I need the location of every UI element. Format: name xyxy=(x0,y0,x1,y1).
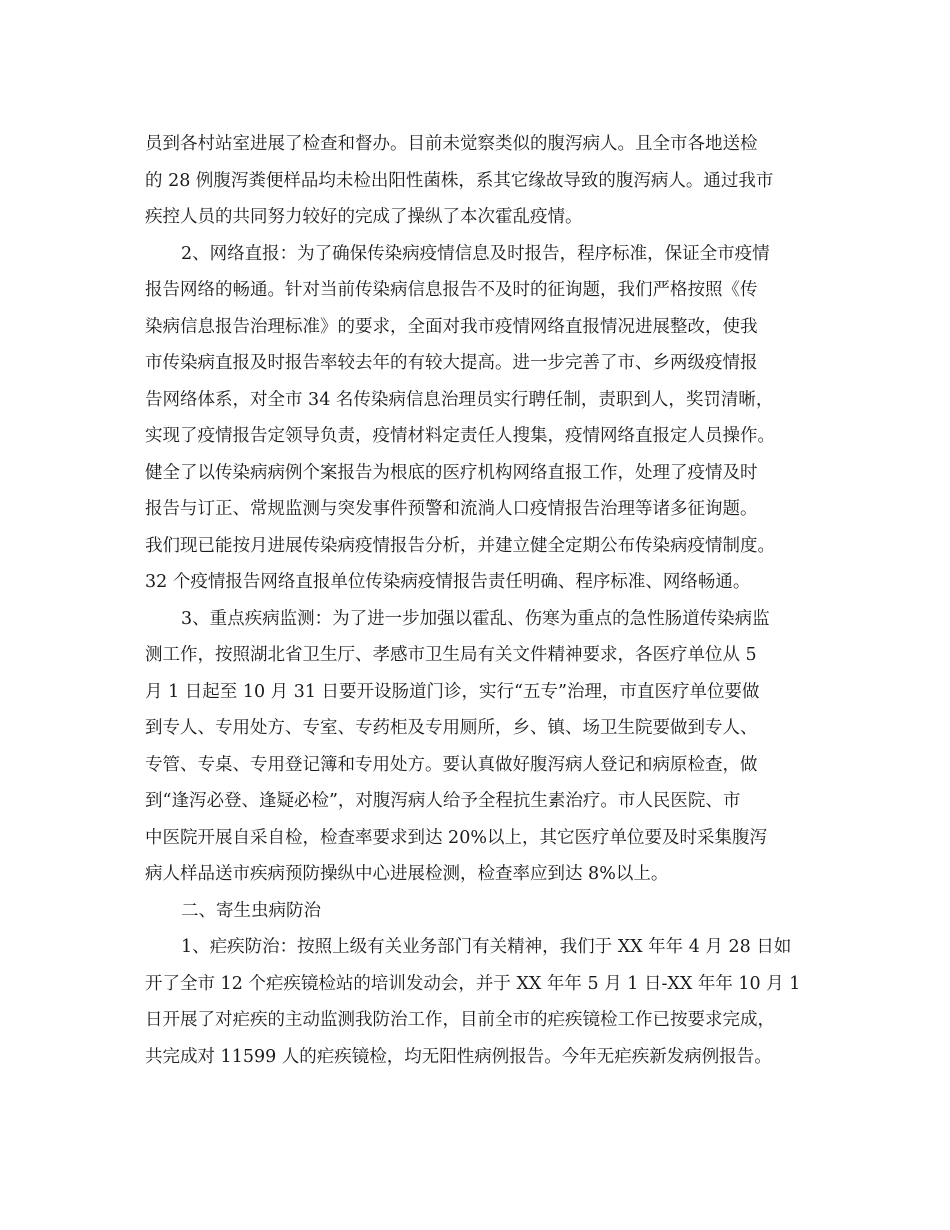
text-line: 32 个疫情报告网络直报单位传染病疫情报告责任明确、程序标准、网络畅通。 xyxy=(145,572,751,592)
text-line: 的 28 例腹泻粪便样品均未检出阳性菌株，系其它缘故导致的腹泻病人。通过我市 xyxy=(145,170,774,191)
text-line: 报告网络的畅通。针对当前传染病信息报告不及时的征询题，我们严格按照《传 xyxy=(145,280,758,300)
text-line: 染病信息报告治理标准》的要求，全面对我市疫情网络直报情况进展整改，使我 xyxy=(145,316,758,337)
text-line: 到专人、专用处方、专室、专药柜及专用厕所，乡、镇、场卫生院要做到专人、 xyxy=(145,718,758,738)
text-line: 日开展了对疟疾的主动监测我防治工作，目前全市的疟疾镜检工作已按要求完成， xyxy=(145,1010,775,1030)
text-line: 市传染病直报及时报告率较去年的有较大提高。进一步完善了市、乡两级疫情报 xyxy=(145,353,758,373)
text-line: 测工作，按照湖北省卫生厅、孝感市卫生局有关文件精神要求，各医疗单位从 5 xyxy=(145,645,757,665)
text-line: 疾控人员的共同努力较好的完成了操纵了本次霍乱疫情。 xyxy=(145,207,583,227)
text-line: 1、疟疾防治：按照上级有关业务部门有关精神，我们于 XX 年年 4 月 28 日如 xyxy=(181,937,792,957)
text-line: 月 1 日起至 10 月 31 日要开设肠道门诊，实行“五专”治理，市直医疗单位要做 xyxy=(145,681,760,702)
text-line: 告网络体系，对全市 34 名传染病信息治理员实行聘任制，责职到人，奖罚清晰， xyxy=(145,389,774,410)
text-line: 到“逢泻必登、逢疑必检”，对腹泻病人给予全程抗生素治疗。市人民医院、市 xyxy=(145,791,741,811)
text-line: 病人样品送市疾病预防操纵中心进展检测，检查率应到达 8%以上。 xyxy=(145,864,669,884)
text-line: 开了全市 12 个疟疾镜检站的培训发动会，并于 XX 年年 5 月 1 日-XX 年年 10 月 1 xyxy=(145,973,801,994)
text-line: 3、重点疾病监测：为了进一步加强以霍乱、伤寒为重点的急性肠道传染病监 xyxy=(181,608,770,629)
text-line: 健全了以传染病病例个案报告为根底的医疗机构网络直报工作，处理了疫情及时 xyxy=(145,462,758,483)
text-line: 中医院开展自采自检，检查率要求到达 20%以上，其它医疗单位要及时采集腹泻 xyxy=(145,827,767,848)
document-body xyxy=(145,126,810,1075)
text-line: 报告与订正、常规监测与突发事件预警和流淌人口疫情报告治理等诸多征询题。 xyxy=(145,499,758,519)
text-line: 专管、专桌、专用登记簿和专用处方。要认真做好腹泻病人登记和病原检查，做 xyxy=(145,754,758,775)
text-line: 共完成对 11599 人的疟疾镜检，均无阳性病例报告。今年无疟疾新发病例报告。 xyxy=(145,1046,772,1067)
text-line: 2、网络直报：为了确保传染病疫情信息及时报告，程序标准，保证全市疫情 xyxy=(181,243,770,264)
text-line: 二、寄生虫病防治 xyxy=(181,900,321,921)
text-line: 我们现已能按月进展传染病疫情报告分析，并建立健全定期公布传染病疫情制度。 xyxy=(145,535,775,556)
text-line: 实现了疫情报告定领导负责，疫情材料定责任人搜集，疫情网络直报定人员操作。 xyxy=(145,426,775,446)
text-line: 员到各村站室进展了检查和督办。目前未觉察类似的腹泻病人。且全市各地送检 xyxy=(145,134,758,154)
